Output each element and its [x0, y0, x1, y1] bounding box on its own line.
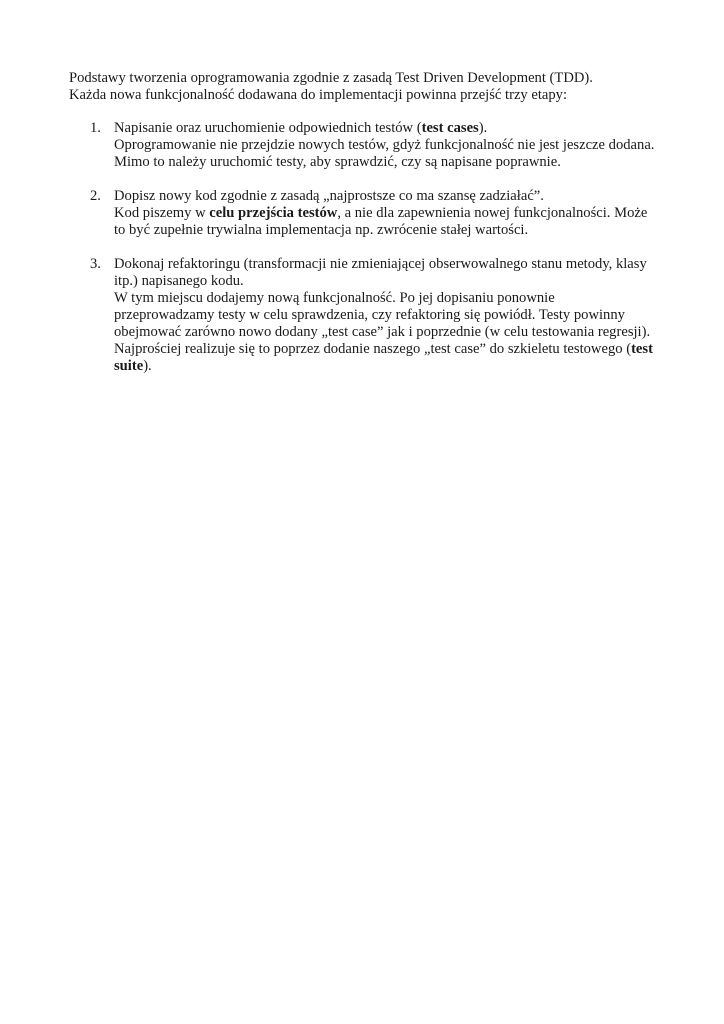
intro-line-2: Każda nowa funkcjonalność dodawana do implementacji powinna przejść trzy etapy: [69, 87, 568, 103]
step-text: ). [143, 358, 152, 374]
step-title: Dopisz nowy kod zgodnie z zasadą „najprostsze co ma szansę zadziałać”. [114, 188, 544, 204]
step-number: 2. [90, 188, 101, 204]
step-bold-term: test [631, 341, 653, 357]
step-body-line [114, 358, 669, 375]
tdd-steps-list [69, 120, 669, 392]
step-item-2 [69, 188, 669, 239]
step-body-line: przeprowadzamy testy w celu sprawdzenia, czy refaktoring się powiódł. Testy powinny [114, 307, 625, 323]
intro-line-1: Podstawy tworzenia oprogramowania zgodnie z zasadą Test Driven Development (TDD). [69, 70, 593, 86]
step-bold-term: celu przejścia testów [209, 205, 338, 221]
step-bold-term: test cases [421, 120, 479, 136]
step-text: Napisanie oraz uruchomienie odpowiednich testów ( [114, 120, 422, 136]
step-text: Najprościej realizuje się to poprzez dodanie naszego „test case” do szkieletu testowego ( [114, 341, 632, 357]
step-body-line: to być zupełnie trywialna implementacja np. zwrócenie stałej wartości. [114, 222, 529, 238]
step-number: 1. [90, 120, 101, 136]
step-item-1 [69, 120, 669, 171]
step-text: ). [478, 120, 488, 136]
step-bold-term: suite [114, 358, 144, 374]
step-text: Kod piszemy w [114, 205, 210, 221]
step-body-line: obejmować zarówno nowo dodany „test case” jak i poprzednie (w celu testowania regresji). [114, 324, 651, 340]
step-body-line: W tym miejscu dodajemy nową funkcjonalność. Po jej dopisaniu ponownie [114, 290, 555, 306]
step-body-line [114, 341, 669, 358]
intro-paragraph [69, 70, 669, 104]
step-item-3 [69, 256, 669, 375]
step-title: Dokonaj refaktoringu (transformacji nie zmieniającej obserwowalnego stanu metody, klasy [114, 256, 647, 272]
step-title [114, 120, 669, 137]
step-number: 3. [90, 256, 101, 272]
step-title-cont: itp.) napisanego kodu. [114, 273, 244, 289]
step-text: , a nie dla zapewnienia nowej funkcjonalności. Może [337, 205, 648, 221]
step-body-line: Oprogramowanie nie przejdzie nowych testów, gdyż funkcjonalność nie jest jeszcze dodana. [114, 137, 655, 153]
step-body-line: Mimo to należy uruchomić testy, aby sprawdzić, czy są napisane poprawnie. [114, 154, 561, 170]
step-body-line [114, 205, 669, 222]
